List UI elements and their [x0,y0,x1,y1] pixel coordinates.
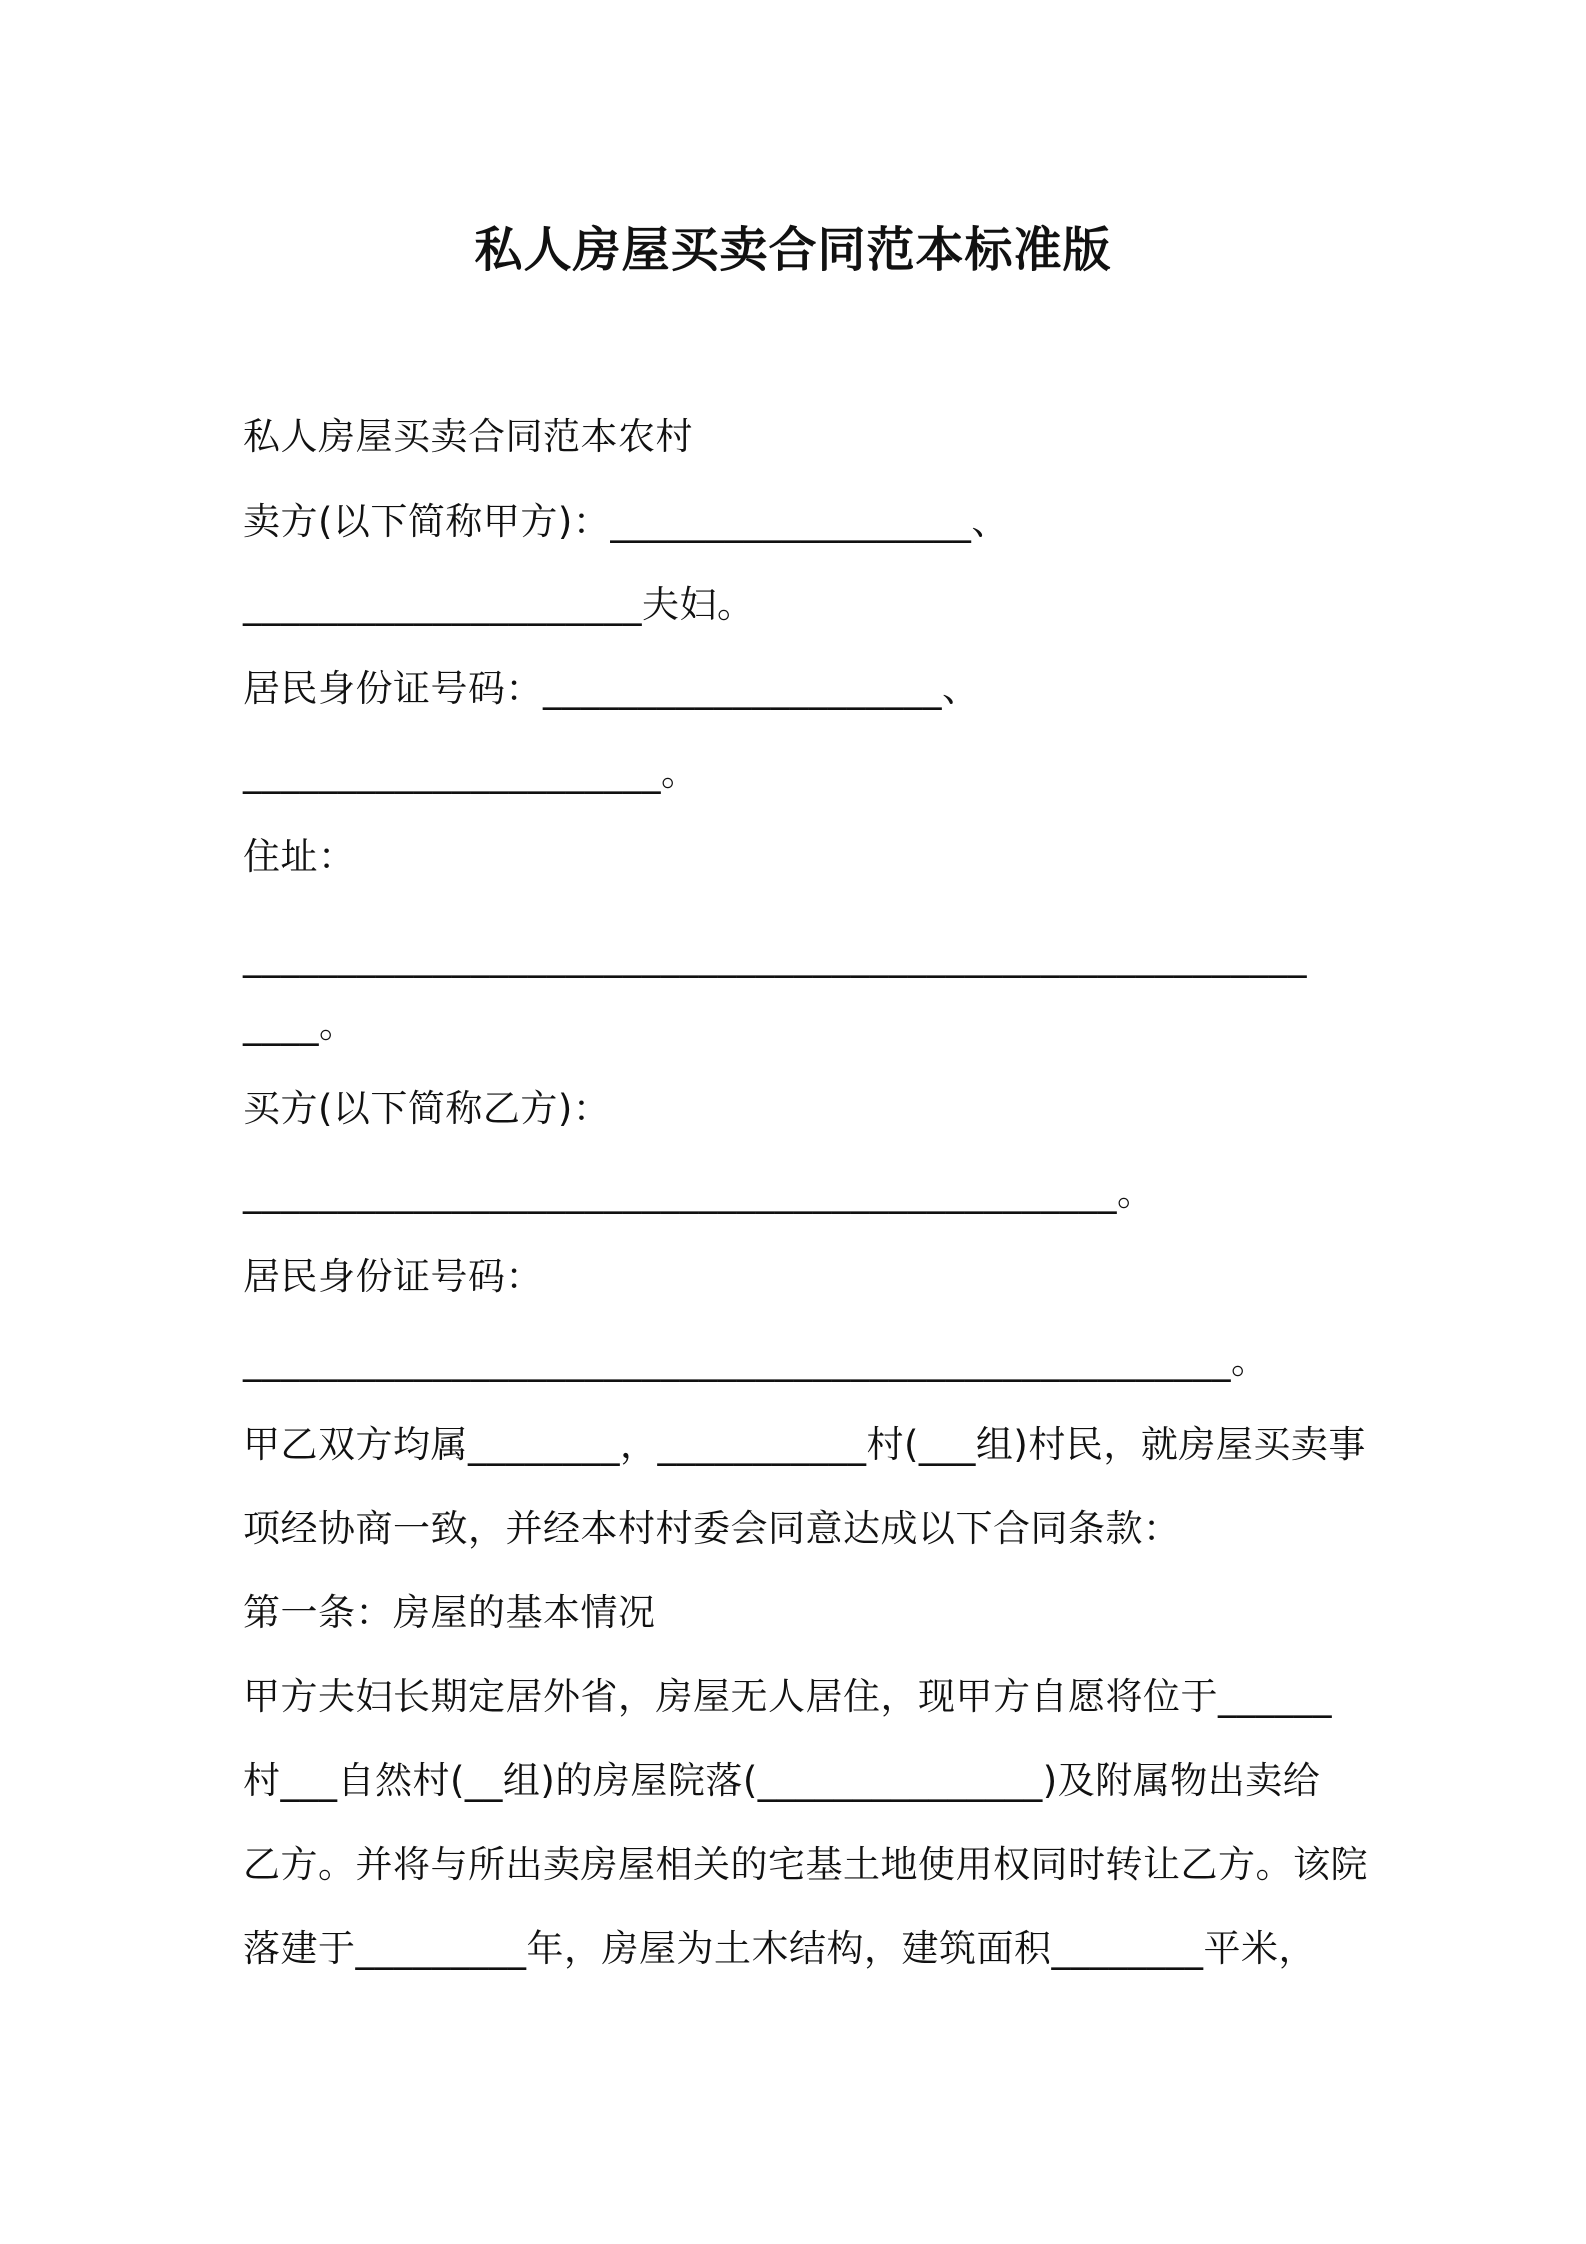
buyer-fill-line: ______________________________________________。 [243,1171,1155,1214]
article-one-heading: 第一条：房屋的基本情况 [243,1591,656,1634]
seller-line: 卖方(以下简称甲方)：___________________、 [243,500,1009,543]
subtitle-line: 私人房屋买卖合同范本农村 [243,415,693,458]
article-one-text-1: 甲方夫妇长期定居外省，房屋无人居住，现甲方自愿将位于______ [243,1675,1332,1718]
seller-couple-line: _____________________夫妇。 [243,583,755,626]
address-label-line: 住址： [243,835,356,878]
address-fill-end-line: ____。 [243,1003,357,1046]
document-title: 私人房屋买卖合同范本标准版 [474,222,1112,278]
article-one-text-3: 乙方。并将与所出卖房屋相关的宅基土地使用权同时转让乙方。该院 [243,1843,1368,1886]
article-one-text-2: 村___自然村(__组)的房屋院落(_______________)及附属物出卖给 [243,1759,1321,1802]
seller-id-line: 居民身份证号码：_____________________、 [243,667,980,710]
buyer-line: 买方(以下简称乙方)： [243,1087,611,1130]
buyer-id-label-line: 居民身份证号码： [243,1255,543,1298]
address-fill-line: ________________________________________________________ [243,935,1307,978]
article-one-text-4: 落建于_________年，房屋为土木结构，建筑面积________平米， [243,1927,1316,1970]
buyer-id-fill-line: ____________________________________________________。 [243,1339,1269,1382]
agreement-line: 项经协商一致，并经本村村委会同意达成以下合同条款： [243,1507,1181,1550]
villagers-line: 甲乙双方均属________，___________村(___组)村民，就房屋买卖事 [243,1423,1366,1466]
seller-id-continued-line: ______________________。 [243,751,699,794]
